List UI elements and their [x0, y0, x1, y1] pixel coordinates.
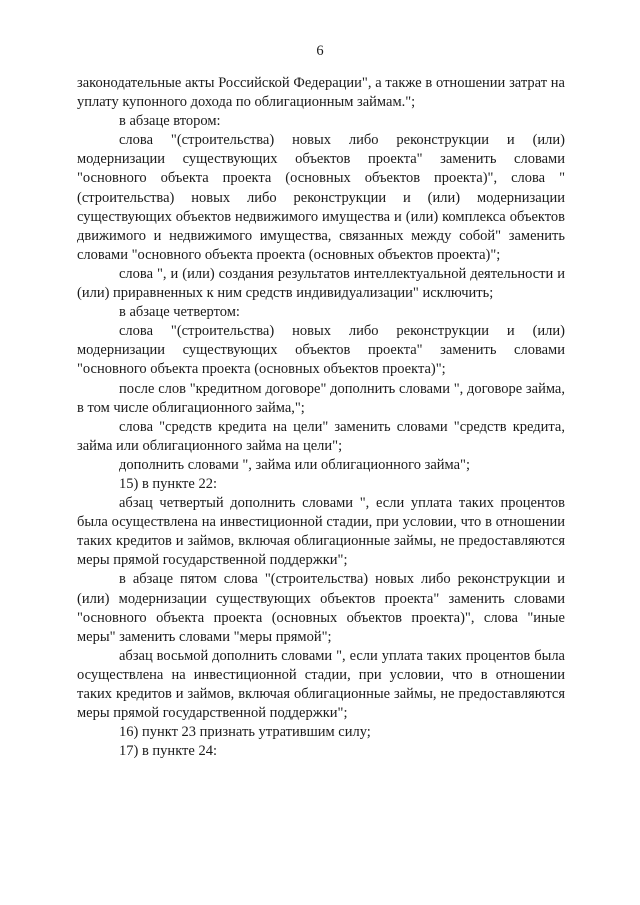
paragraph: абзац восьмой дополнить словами ", если уплата таких процентов была осуществлена на инвестиционной стадии, при условии, что в отношении таких кредитов и займов, включая облигационные займы, не предоставляются меры прямой государственной поддержки"; [77, 647, 565, 722]
document-body [77, 74, 565, 761]
paragraph: в абзаце пятом слова "(строительства) новых либо реконструкции и (или) модернизации существующих объектов проекта" заменить словами "основного объекта проекта (основных объектов проекта)", слова "иные меры" заменить словами "меры прямой"; [77, 571, 565, 645]
paragraph: после слов "кредитном договоре" дополнить словами ", договоре займа, в том числе облигационного займа,"; [77, 380, 565, 416]
paragraph: в абзаце четвертом: [119, 304, 240, 321]
paragraph: 16) пункт 23 признать утратившим силу; [119, 724, 371, 741]
page-number: 6 [316, 43, 324, 59]
paragraph: в абзаце втором: [119, 113, 221, 130]
paragraph: дополнить словами ", займа или облигационного займа"; [119, 456, 470, 473]
paragraph: слова "средств кредита на цели" заменить словами "средств кредита, займа или облигационного займа на цели"; [77, 418, 565, 454]
paragraph: абзац четвертый дополнить словами ", если уплата таких процентов была осуществлена на инвестиционной стадии, при условии, что в отношении таких кредитов и займов, включая облигационные займы, не предоставляются меры прямой государственной поддержки"; [77, 495, 565, 569]
paragraph: слова "(строительства) новых либо реконструкции и (или) модернизации существующих объектов проекта" заменить словами "основного объекта проекта (основных объектов проекта)"; [77, 323, 565, 378]
paragraph: слова ", и (или) создания результатов интеллектуальной деятельности и (или) приравненных к ним средств индивидуализации" исключить; [77, 265, 565, 302]
paragraph: слова "(строительства) новых либо реконструкции и (или) модернизации существующих объектов проекта" заменить словами "основного объекта проекта (основных объектов проекта)", слова "(строительства) новых либо реконструкции и (или) модернизации существующих объектов недвижимого имущества и (или) комплекса объектов движимого и недвижимого имущества, связанных между собой" заменить словами "основного объекта проекта (основных объектов проекта)"; [77, 132, 565, 263]
paragraph: законодательные акты Российской Федерации", а также в отношении затрат на уплату купонного дохода по облигационным займам."; [77, 75, 565, 111]
paragraph: 15) в пункте 22: [119, 475, 217, 492]
paragraph: 17) в пункте 24: [119, 743, 217, 760]
